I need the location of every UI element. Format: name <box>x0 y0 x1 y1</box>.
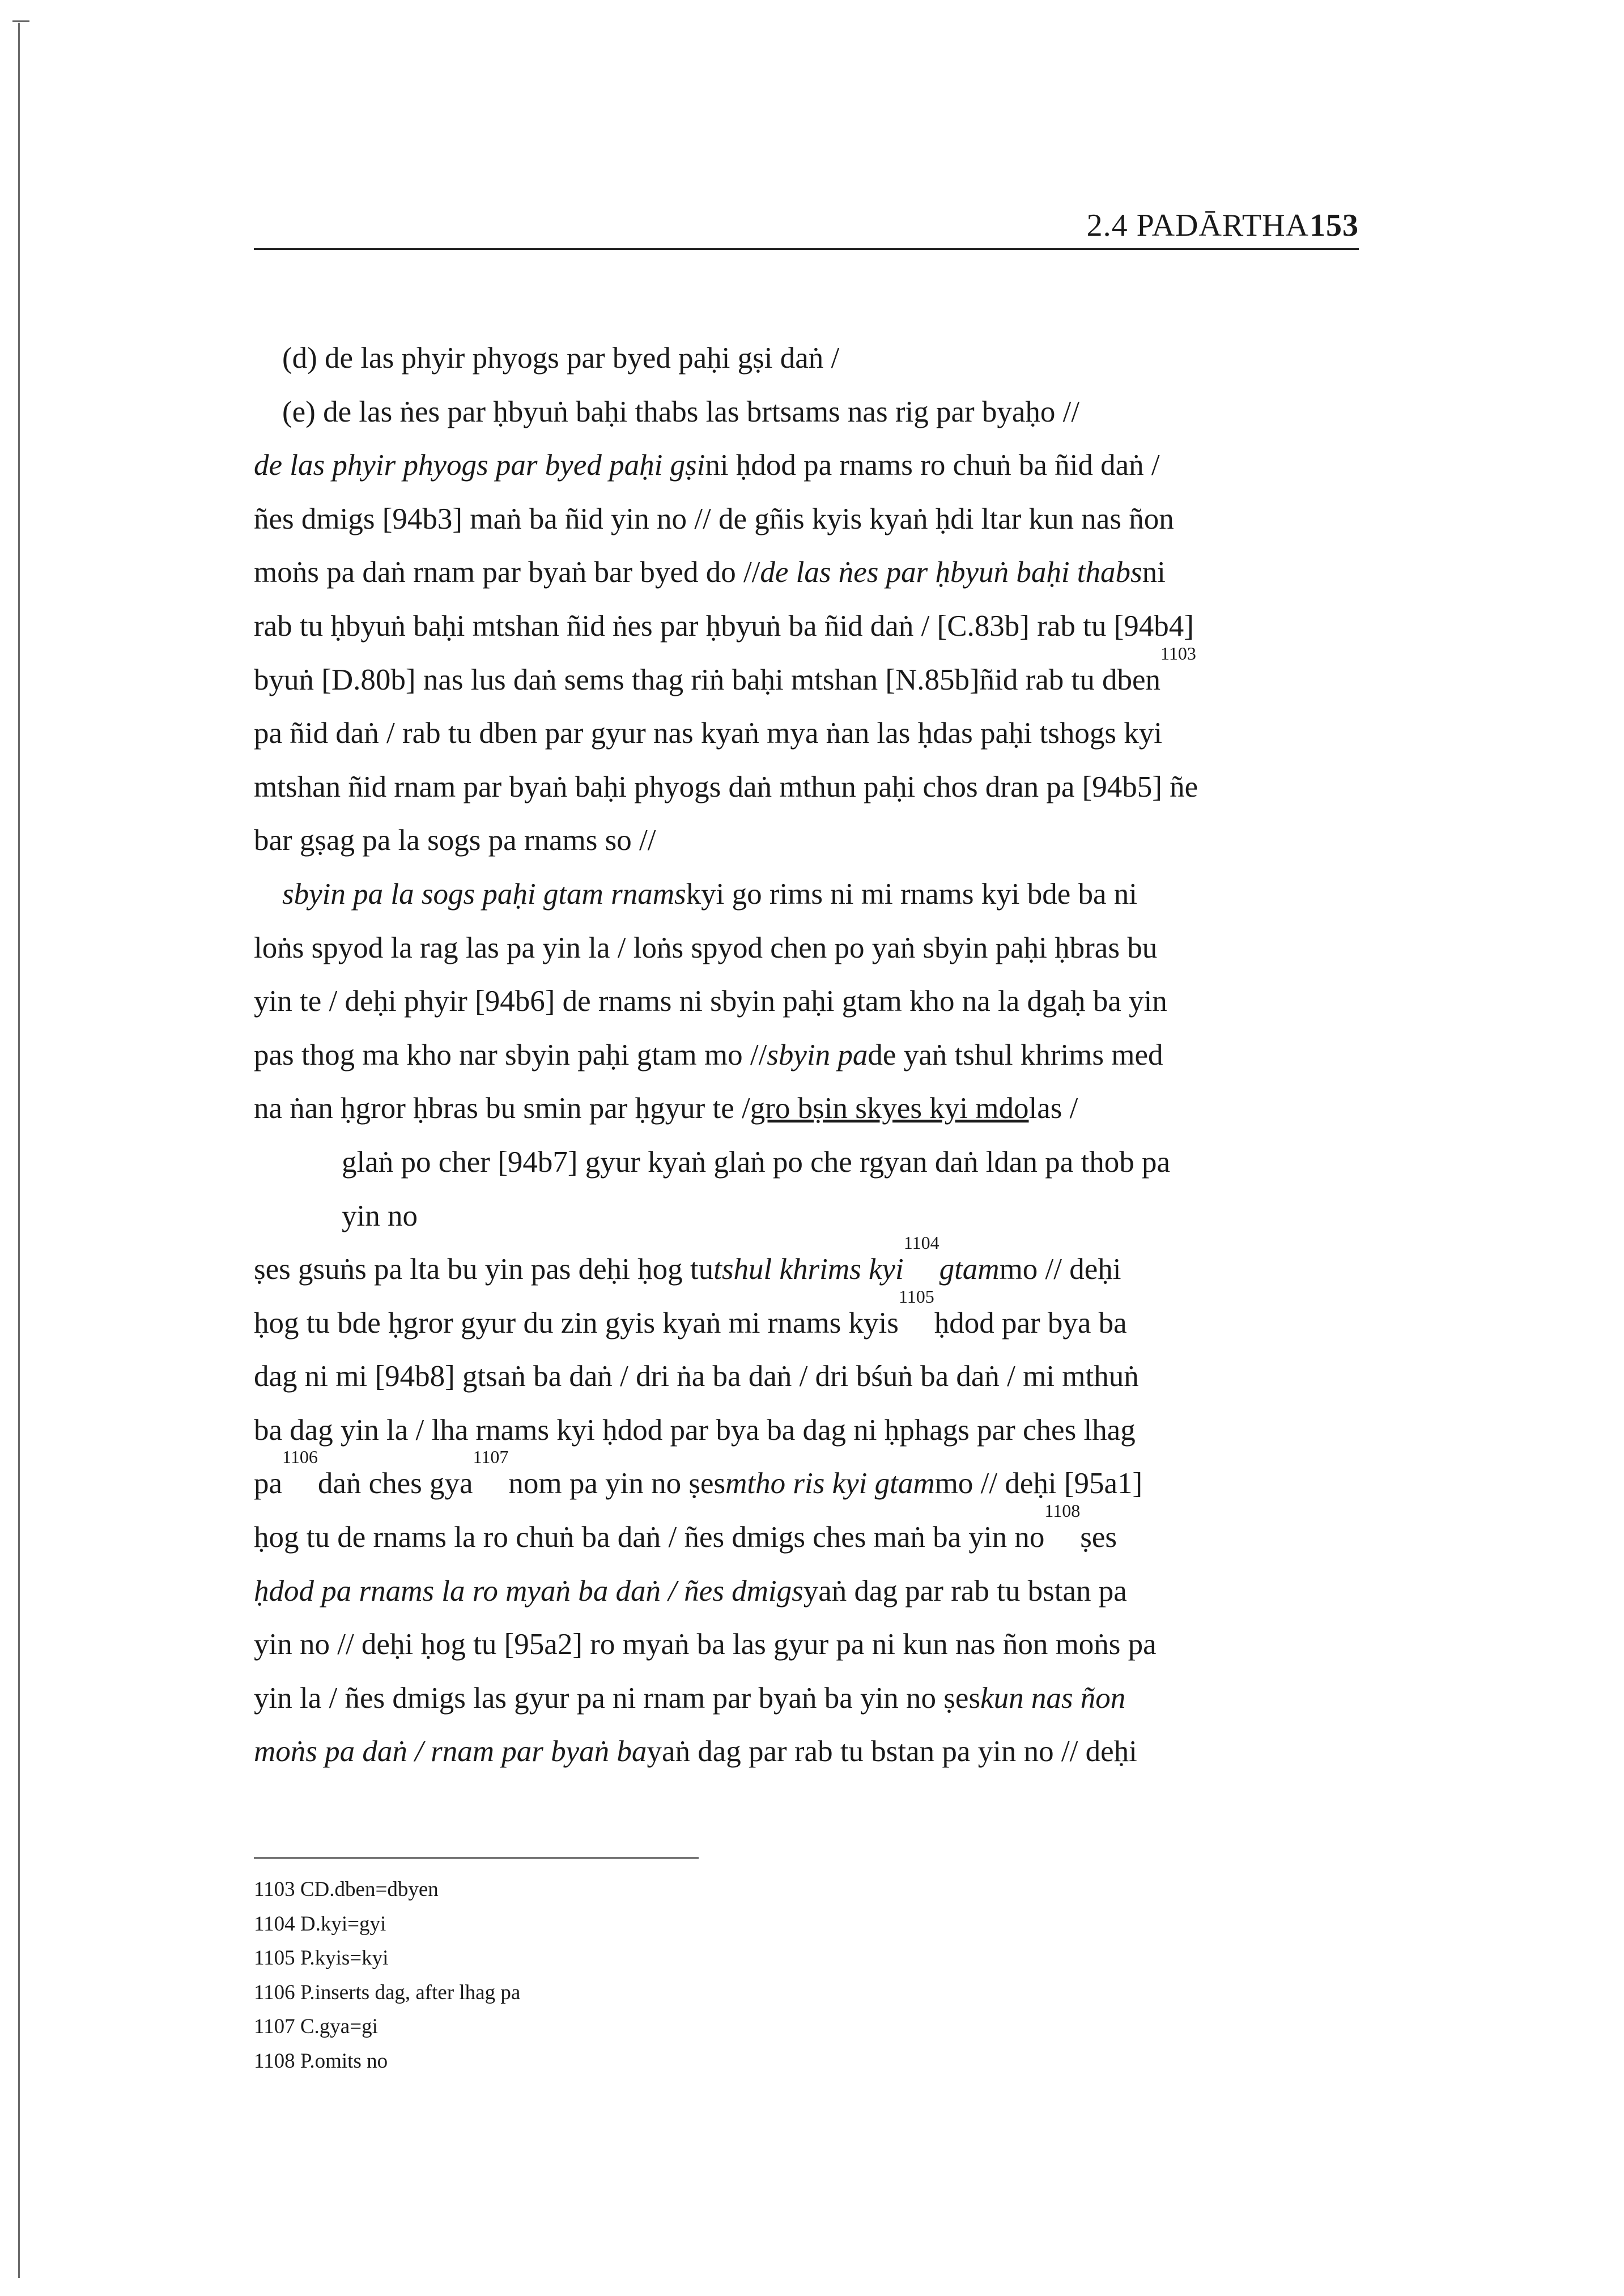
text-line: ñes dmigs [94b3] maṅ ba ñid yin no // de gñis kyis kyaṅ ḥdi ltar kun nas ñon <box>254 502 1174 535</box>
footnote-ref: 1104 <box>903 1232 939 1253</box>
footnote-ref: 1103 <box>1160 643 1196 664</box>
footnote-ref: 1106 <box>282 1447 318 1468</box>
text-line: ḥdod pa rnams la ro myaṅ ba daṅ / ñes dmigs yaṅ dag par rab tu bstan pa <box>254 1574 1127 1608</box>
main-text <box>254 331 1359 1779</box>
footnote: 1104 D.kyi=gyi <box>254 1912 386 1936</box>
footnote: 1105 P.kyis=kyi <box>254 1946 389 1970</box>
page-binding-edge <box>18 23 25 2278</box>
text-line: moṅs pa daṅ / rnam par byaṅ ba yaṅ dag par rab tu bstan pa yin no // deḥi <box>254 1735 1137 1768</box>
page-binding-tick <box>12 20 29 22</box>
text-line: sbyin pa la sogs paḥi gtam rnams kyi go rims ni mi rnams kyi bde ba ni <box>282 877 1138 911</box>
text-line: yin te / deḥi phyir [94b6] de rnams ni sbyin paḥi gtam kho na la dgaḥ ba yin <box>254 985 1167 1018</box>
text-line: mtshan ñid rnam par byaṅ baḥi phyogs daṅ mthun paḥi chos dran pa [94b5] ñe <box>254 770 1198 803</box>
text-line: ḥog tu de rnams la ro chuṅ ba daṅ / ñes dmigs ches maṅ ba yin no 1108 ṣes <box>254 1511 1359 1564</box>
text-line: rab tu ḥbyuṅ baḥi mtshan ñid ṅes par ḥbyuṅ ba ñid daṅ / [C.83b] rab tu [94b4] <box>254 609 1194 643</box>
text-line: pas thog ma kho nar sbyin paḥi gtam mo // sbyin pa de yaṅ tshul khrims med <box>254 1038 1163 1072</box>
text-line: loṅs spyod la rag las pa yin la / loṅs spyod chen po yaṅ sbyin paḥi ḥbras bu <box>254 931 1158 964</box>
footnote-ref: 1107 <box>473 1447 509 1468</box>
text-line: ba dag yin la / lha rnams kyi ḥdod par bya ba dag ni ḥphags par ches lhag <box>254 1413 1136 1447</box>
page-number: 153 <box>1310 208 1359 243</box>
quote-line: yin no <box>342 1199 418 1232</box>
text-line: (e) de las ṅes par ḥbyuṅ baḥi thabs las brtsams nas rig par byaḥo // <box>282 395 1080 428</box>
running-header <box>254 204 1359 250</box>
footnote-separator <box>254 1857 699 1859</box>
text-line: na ṅan ḥgror ḥbras bu smin par ḥgyur te / gro bṣin skyes kyi mdo las / <box>254 1082 1359 1136</box>
text-line: byuṅ [D.80b] nas lus daṅ sems thag riṅ baḥi mtshan [N.85b]ñid rab tu dben 1103 <box>254 653 1359 707</box>
text-line: yin la / ñes dmigs las gyur pa ni rnam par byaṅ ba yin no ṣes kun nas ñon <box>254 1681 1126 1715</box>
text-line: de las phyir phyogs par byed paḥi gṣi ni ḥdod pa rnams ro chuṅ ba ñid daṅ / <box>254 449 1160 482</box>
quote-line: glaṅ po cher [94b7] gyur kyaṅ glaṅ po che rgyan daṅ ldan pa thob pa <box>342 1145 1170 1179</box>
footnote: 1106 P.inserts dag, after lhag pa <box>254 1980 521 2004</box>
text-line: bar gṣag pa la sogs pa rnams so // <box>254 824 656 857</box>
footnote-ref: 1105 <box>898 1286 934 1307</box>
footnote: 1103 CD.dben=dbyen <box>254 1878 439 1901</box>
footnotes <box>254 1873 520 2078</box>
footnote: 1107 C.gya=gi <box>254 2015 378 2038</box>
text-line: ḥog tu bde ḥgror gyur du zin gyis kyaṅ mi rnams kyis 1105 ḥdod par bya ba <box>254 1296 1359 1350</box>
text-line: pa ñid daṅ / rab tu dben par gyur nas kyaṅ mya ṅan las ḥdas paḥi tshogs kyi <box>254 717 1162 750</box>
text-line: moṅs pa daṅ rnam par byaṅ bar byed do // de las ṅes par ḥbyuṅ baḥi thabs ni <box>254 556 1166 589</box>
text-line: (d) de las phyir phyogs par byed paḥi gṣi daṅ / <box>282 342 840 375</box>
text-line: pa 1106 daṅ ches gya 1107 nom pa yin no ṣes mtho ris kyi gtam mo // deḥi [95a1] <box>254 1457 1359 1511</box>
running-title: 2.4 PADĀRTHA <box>1086 208 1309 243</box>
footnote-ref: 1108 <box>1044 1500 1081 1521</box>
underlined-title: gro bṣin skyes kyi mdo <box>750 1092 1029 1125</box>
text-line: ṣes gsuṅs pa lta bu yin pas deḥi ḥog tu tshul khrims kyi 1104 gtam mo // deḥi <box>254 1243 1359 1296</box>
text-line: dag ni mi [94b8] gtsaṅ ba daṅ / dri ṅa ba daṅ / dri bśuṅ ba daṅ / mi mthuṅ <box>254 1360 1139 1393</box>
footnote: 1108 P.omits no <box>254 2049 388 2073</box>
text-line: yin no // deḥi ḥog tu [95a2] ro myaṅ ba las gyur pa ni kun nas ñon moṅs pa <box>254 1628 1157 1661</box>
